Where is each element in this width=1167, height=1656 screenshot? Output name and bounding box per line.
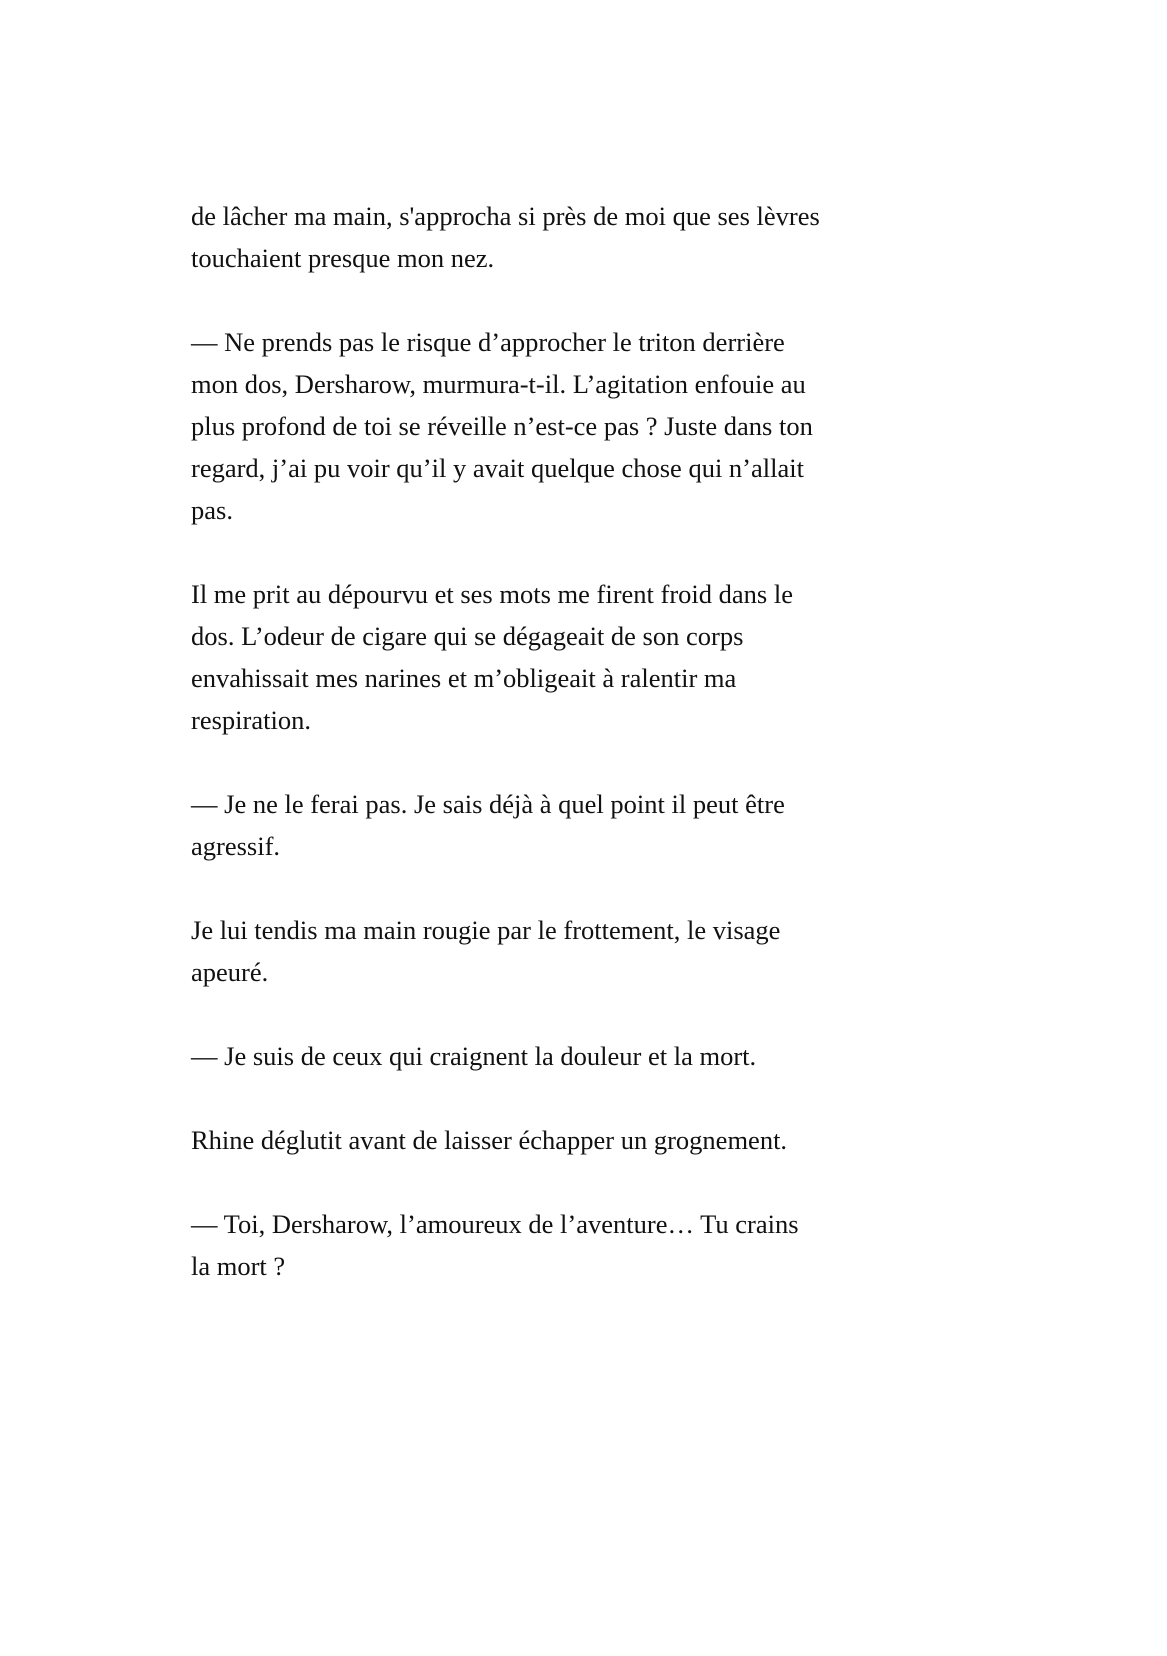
narration-paragraph <box>191 909 951 993</box>
text-line: pas. <box>191 495 233 525</box>
narration-paragraph <box>191 1119 951 1161</box>
text-line: plus profond de toi se réveille n’est-ce pas ? Juste dans ton <box>191 411 813 441</box>
text-line: agressif. <box>191 831 281 861</box>
text-line: regard, j’ai pu voir qu’il y avait quelque chose qui n’allait <box>191 453 804 483</box>
dialogue-paragraph <box>191 783 951 867</box>
text-line: dos. L’odeur de cigare qui se dégageait de son corps <box>191 621 744 651</box>
text-line: respiration. <box>191 705 311 735</box>
body-text <box>191 195 951 1329</box>
text-line: apeuré. <box>191 957 269 987</box>
text-line: la mort ? <box>191 1251 286 1281</box>
narration-paragraph <box>191 195 951 279</box>
text-line: — Toi, Dersharow, l’amoureux de l’aventure… Tu crains <box>191 1209 799 1239</box>
text-line: — Ne prends pas le risque d’approcher le triton derrière <box>191 327 785 357</box>
dialogue-paragraph <box>191 1035 951 1077</box>
text-line: — Je ne le ferai pas. Je sais déjà à quel point il peut être <box>191 789 785 819</box>
text-line: Il me prit au dépourvu et ses mots me firent froid dans le <box>191 579 793 609</box>
text-line: mon dos, Dersharow, murmura-t-il. L’agitation enfouie au <box>191 369 806 399</box>
text-line: de lâcher ma main, s'approcha si près de moi que ses lèvres <box>191 201 820 231</box>
text-line: Je lui tendis ma main rougie par le frottement, le visage <box>191 915 781 945</box>
narration-paragraph <box>191 573 951 741</box>
text-line: envahissait mes narines et m’obligeait à ralentir ma <box>191 663 737 693</box>
text-line: touchaient presque mon nez. <box>191 243 495 273</box>
text-line: — Je suis de ceux qui craignent la douleur et la mort. <box>191 1041 757 1071</box>
text-line: Rhine déglutit avant de laisser échapper un grognement. <box>191 1125 788 1155</box>
dialogue-paragraph <box>191 1203 951 1287</box>
dialogue-paragraph <box>191 321 951 531</box>
